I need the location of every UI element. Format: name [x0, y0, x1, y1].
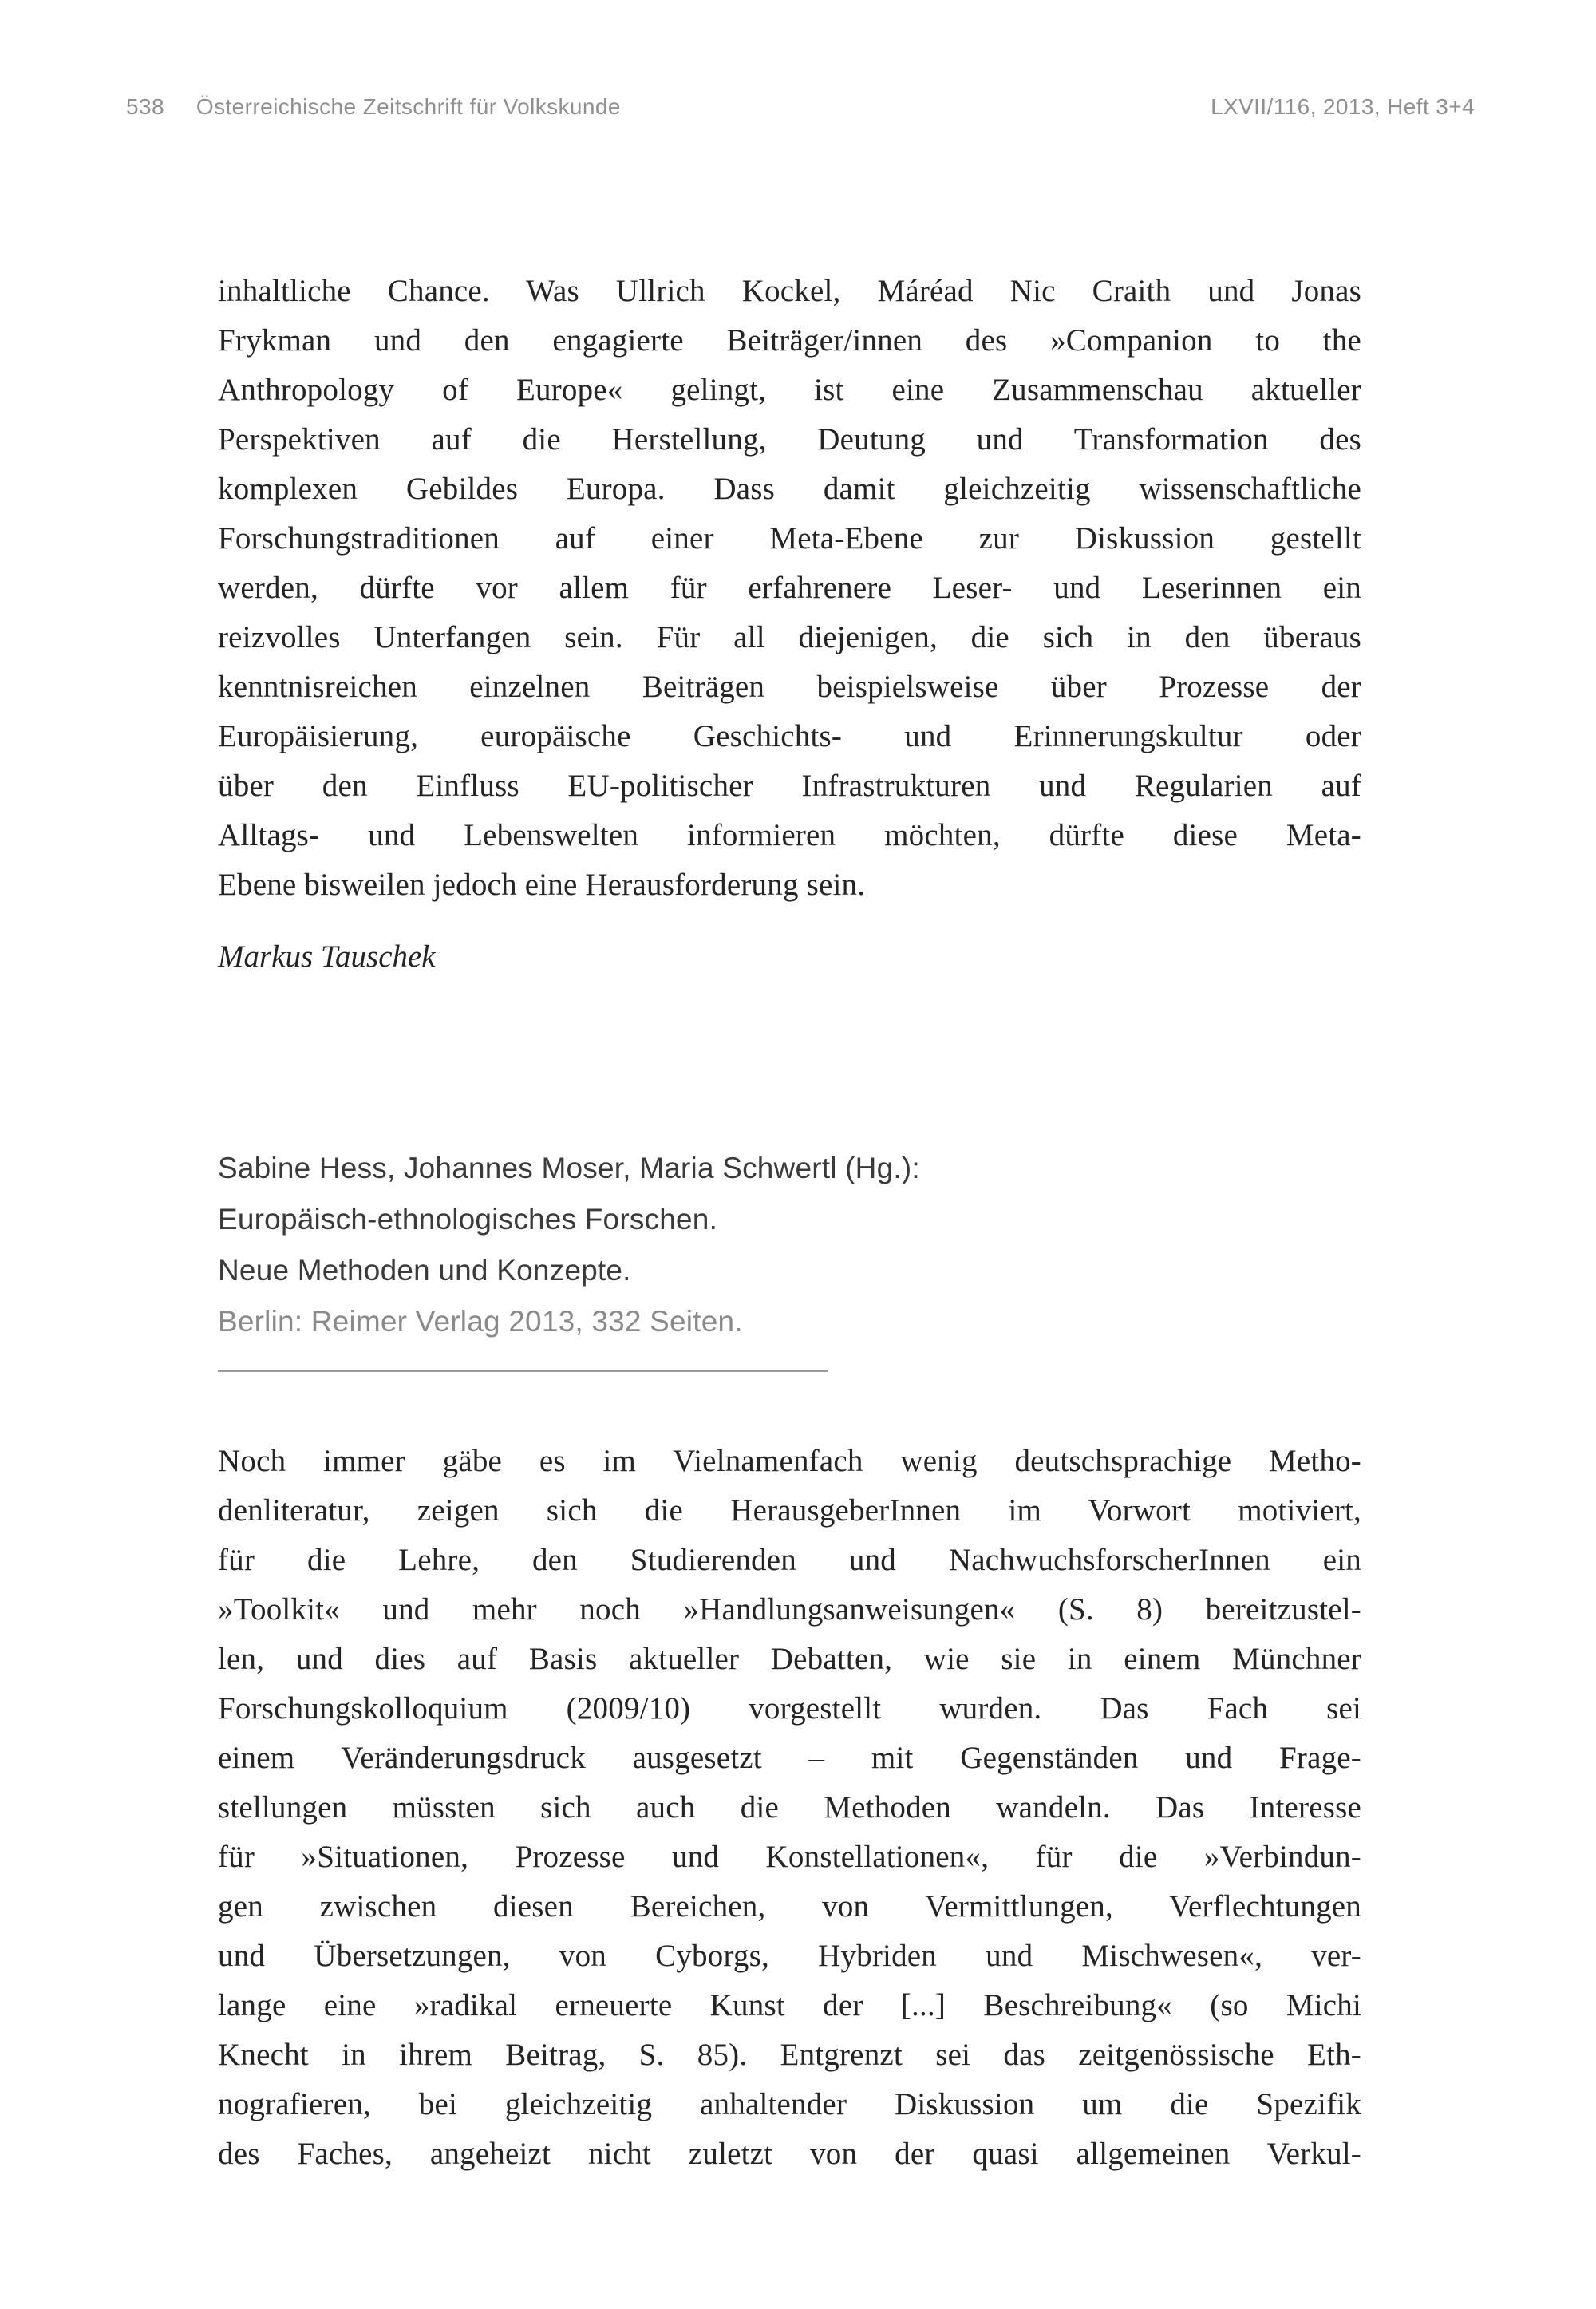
text-line: Perspektiven auf die Herstellung, Deutung und Transformation des: [218, 422, 1361, 457]
text-line: Ebene bisweilen jedoch eine Herausforderung sein.: [218, 868, 866, 902]
text-line: inhaltliche Chance. Was Ullrich Kockel, Máréad Nic Craith und Jonas: [218, 274, 1361, 308]
review-conclusion-paragraph: [218, 267, 1361, 910]
text-line: für die Lehre, den Studierenden und NachwuchsforscherInnen ein: [218, 1543, 1361, 1577]
review-body-paragraph: [218, 1437, 1361, 2179]
citation-subtitle: Neue Methoden und Konzepte.: [218, 1254, 631, 1287]
text-line: stellungen müssten sich auch die Methoden wandeln. Das Interesse: [218, 1790, 1361, 1825]
text-line: komplexen Gebildes Europa. Dass damit gleichzeitig wissenschaftliche: [218, 472, 1361, 506]
text-line: kenntnisreichen einzelnen Beiträgen beispielsweise über Prozesse der: [218, 670, 1361, 704]
text-line: lange eine »radikal erneuerte Kunst der [...] Beschreibung« (so Michi: [218, 1988, 1361, 2022]
text-line: Noch immer gäbe es im Vielnamenfach wenig deutschsprachige Metho-: [218, 1444, 1361, 1478]
review-author: Markus Tauschek: [218, 939, 436, 974]
text-line: über den Einfluss EU-politischer Infrastrukturen und Regularien auf: [218, 769, 1361, 803]
text-line: des Faches, angeheizt nicht zuletzt von der quasi allgemeinen Verkul-: [218, 2137, 1361, 2171]
page-number: 538: [126, 94, 164, 119]
text-line: für »Situationen, Prozesse und Konstellationen«, für die »Verbindun-: [218, 1840, 1361, 1874]
text-line: Anthropology of Europe« gelingt, ist eine Zusammenschau aktueller: [218, 373, 1361, 407]
citation-title: Europäisch-ethnologisches Forschen.: [218, 1203, 718, 1236]
text-line: werden, dürfte vor allem für erfahrenere Leser- und Leserinnen ein: [218, 571, 1361, 605]
citation-editors: Sabine Hess, Johannes Moser, Maria Schwertl (Hg.):: [218, 1152, 920, 1184]
issue-info: LXVII/116, 2013, Heft 3+4: [1211, 94, 1475, 119]
text-line: len, und dies auf Basis aktueller Debatten, wie sie in einem Münchner: [218, 1642, 1361, 1676]
text-line: gen zwischen diesen Bereichen, von Vermittlungen, Verflechtungen: [218, 1889, 1361, 1924]
text-line: Europäisierung, europäische Geschichts- und Erinnerungskultur oder: [218, 719, 1361, 753]
book-citation: [218, 1143, 1361, 1347]
text-line: einem Veränderungsdruck ausgesetzt – mit Gegenständen und Frage-: [218, 1741, 1361, 1775]
text-line: Alltags- und Lebenswelten informieren möchten, dürfte diese Meta-: [218, 818, 1361, 852]
text-line: nografieren, bei gleichzeitig anhaltender Diskussion um die Spezifik: [218, 2087, 1361, 2121]
text-line: und Übersetzungen, von Cyborgs, Hybriden und Mischwesen«, ver-: [218, 1939, 1361, 1973]
text-line: Forschungstraditionen auf einer Meta-Ebene zur Diskussion gestellt: [218, 521, 1361, 556]
divider-line: [218, 1370, 828, 1372]
text-line: Forschungskolloquium (2009/10) vorgestellt wurden. Das Fach sei: [218, 1691, 1361, 1726]
text-line: »Toolkit« und mehr noch »Handlungsanweisungen« (S. 8) bereitzustel-: [218, 1592, 1361, 1627]
citation-publisher: Berlin: Reimer Verlag 2013, 332 Seiten.: [218, 1305, 743, 1338]
running-head: [126, 94, 1475, 120]
text-line: Knecht in ihrem Beitrag, S. 85). Entgrenzt sei das zeitgenössische Eth-: [218, 2038, 1361, 2072]
journal-title: Österreichische Zeitschrift für Volkskunde: [196, 94, 621, 119]
text-line: denliteratur, zeigen sich die HerausgeberInnen im Vorwort motiviert,: [218, 1493, 1361, 1528]
text-line: Frykman und den engagierte Beiträger/innen des »Companion to the: [218, 323, 1361, 358]
text-line: reizvolles Unterfangen sein. Für all diejenigen, die sich in den überaus: [218, 620, 1361, 654]
